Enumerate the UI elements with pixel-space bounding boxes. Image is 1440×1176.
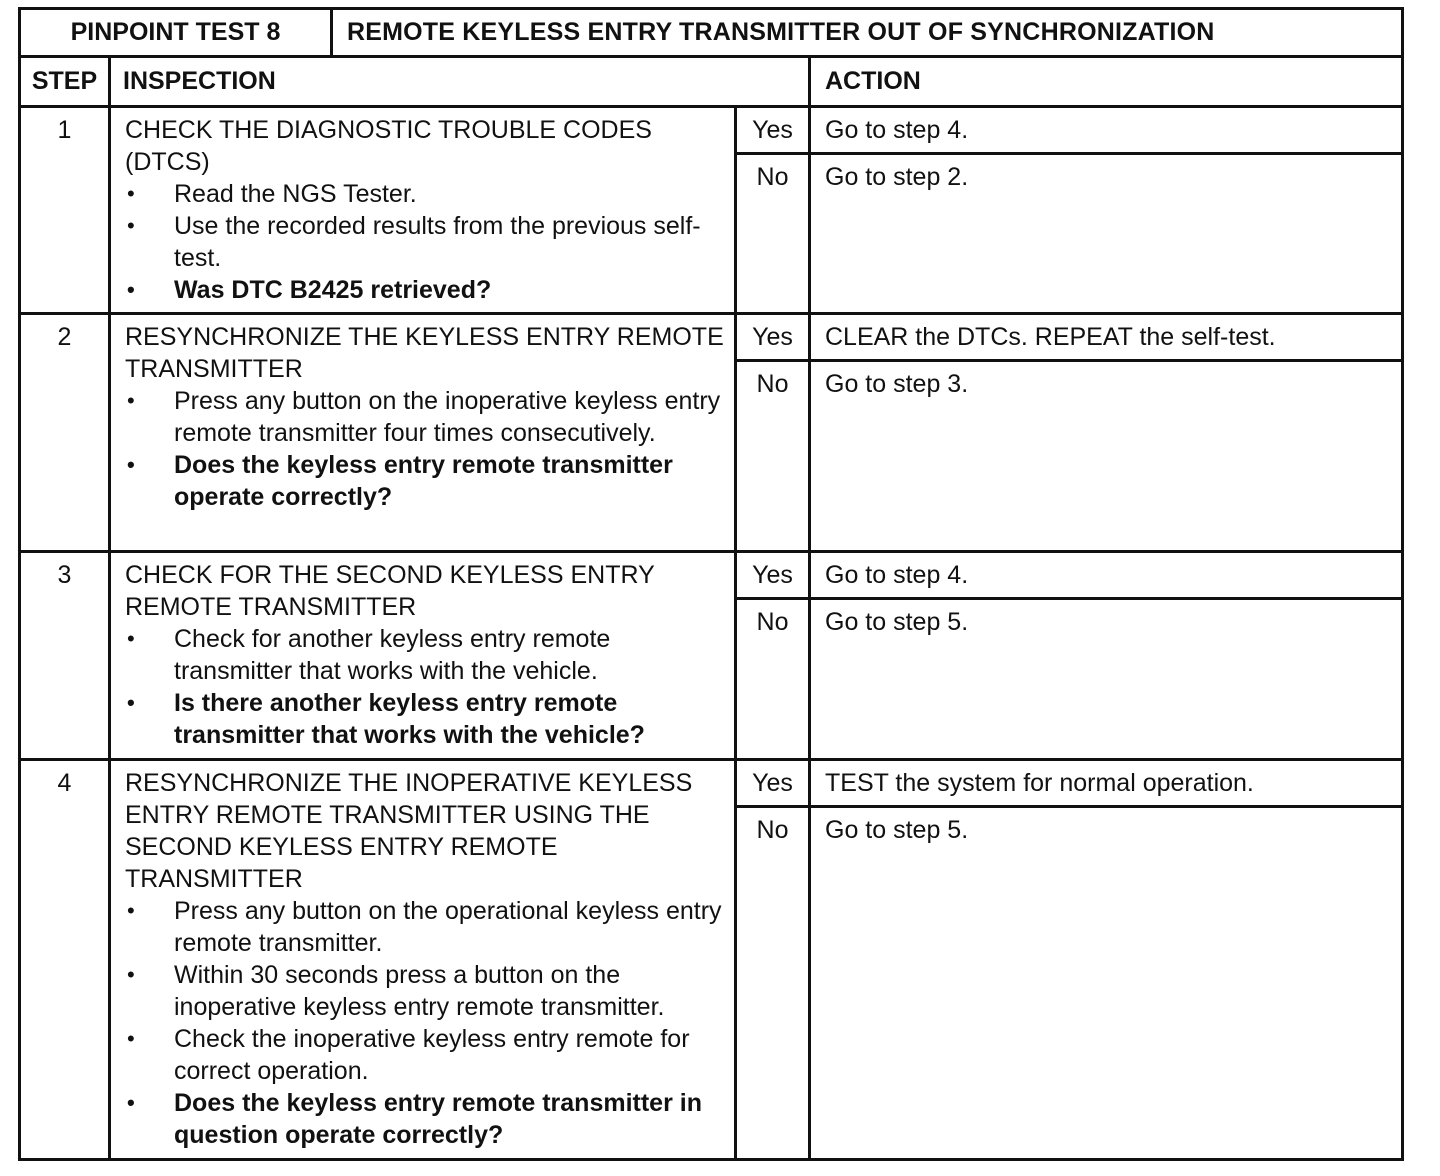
test-number: PINPOINT TEST 8 [21,10,333,55]
bullet-item: • Check the inoperative keyless entry remote for correct operation. [127,1025,690,1085]
bullet-question: • Does the keyless entry remote transmitter in question operate correctly? [127,1089,702,1149]
bullet-item: • Use the recorded results from the previous self-test. [127,212,701,272]
bullet-item: • Press any button on the inoperative keyless entry remote transmitter four times consecutively. [127,387,721,447]
step-number: 2 [21,315,111,550]
bullet-icon: • [127,1026,135,1051]
yes-no-column [737,761,811,1158]
inspection-bullets [125,178,726,306]
step-number: 1 [21,108,111,312]
header-action: ACTION [811,58,1401,108]
bullet-item: • Check for another keyless entry remote transmitter that works with the vehicle. [127,625,611,685]
yes-no-column [737,315,811,550]
header-step: STEP [21,58,111,108]
action-column [811,315,1401,550]
no-action: Go to step 5. [825,608,969,636]
yes-no-column [737,108,811,312]
title-bar [21,10,1401,58]
inspection-bullets [125,895,726,1151]
bullet-icon: • [127,388,135,413]
yes-no-divider [737,597,1401,600]
step-row-2 [21,315,1401,553]
step-row-3 [21,553,1401,761]
step-number: 4 [21,761,111,1158]
no-action: Go to step 5. [825,816,969,844]
bullet-icon: • [127,626,135,651]
bullet-item: • Within 30 seconds press a button on the inoperative keyless entry remote transmitter. [127,961,665,1021]
yes-no-column [737,553,811,758]
yes-label: Yes [752,323,793,351]
yes-action: Go to step 4. [825,561,969,589]
bullet-item: • Press any button on the operational keyless entry remote transmitter. [127,897,722,957]
bullet-icon: • [127,898,135,923]
bullet-item: • Read the NGS Tester. [127,180,417,208]
pinpoint-test-table [18,7,1404,1161]
bullet-icon: • [127,690,135,715]
bullet-icon: • [127,962,135,987]
bullet-icon: • [127,213,135,238]
inspection-title: CHECK FOR THE SECOND KEYLESS ENTRY REMOTE TRANSMITTER [125,561,655,621]
step-row-4 [21,761,1401,1158]
test-name: REMOTE KEYLESS ENTRY TRANSMITTER OUT OF SYNCHRONIZATION [347,18,1215,46]
yes-no-divider [737,152,1401,155]
bullet-question: • Does the keyless entry remote transmitter operate correctly? [127,451,673,511]
no-label: No [756,816,789,844]
yes-no-divider [737,359,1401,362]
action-column [811,761,1401,1158]
inspection-bullets [125,385,726,513]
header-inspection: INSPECTION [111,58,811,108]
inspection-title: RESYNCHRONIZE THE KEYLESS ENTRY REMOTE TRANSMITTER [125,323,724,383]
inspection-cell [111,761,737,1158]
yes-action: TEST the system for normal operation. [825,769,1254,797]
bullet-question: • Was DTC B2425 retrieved? [127,276,492,304]
step-number: 3 [21,553,111,758]
inspection-title: RESYNCHRONIZE THE INOPERATIVE KEYLESS ENTRY REMOTE TRANSMITTER USING THE SECOND KEYLESS ENTRY REMOTE TRANSMITTER [125,769,693,893]
action-column [811,553,1401,758]
inspection-title: CHECK THE DIAGNOSTIC TROUBLE CODES (DTCS) [125,116,652,176]
bullet-icon: • [127,452,135,477]
no-label: No [756,163,789,191]
yes-label: Yes [752,561,793,589]
yes-no-divider [737,805,1401,808]
yes-label: Yes [752,769,793,797]
yes-action: CLEAR the DTCs. REPEAT the self-test. [825,323,1276,351]
inspection-cell [111,108,737,312]
no-action: Go to step 2. [825,163,969,191]
yes-label: Yes [752,116,793,144]
no-label: No [756,608,789,636]
step-row-1 [21,108,1401,315]
inspection-cell [111,553,737,758]
bullet-icon: • [127,277,135,302]
yes-action: Go to step 4. [825,116,969,144]
inspection-bullets [125,623,726,751]
inspection-cell [111,315,737,550]
bullet-icon: • [127,1090,135,1115]
action-column [811,108,1401,312]
no-label: No [756,370,789,398]
bullet-icon: • [127,181,135,206]
bullet-question: • Is there another keyless entry remote transmitter that works with the vehicle? [127,689,645,749]
no-action: Go to step 3. [825,370,969,398]
